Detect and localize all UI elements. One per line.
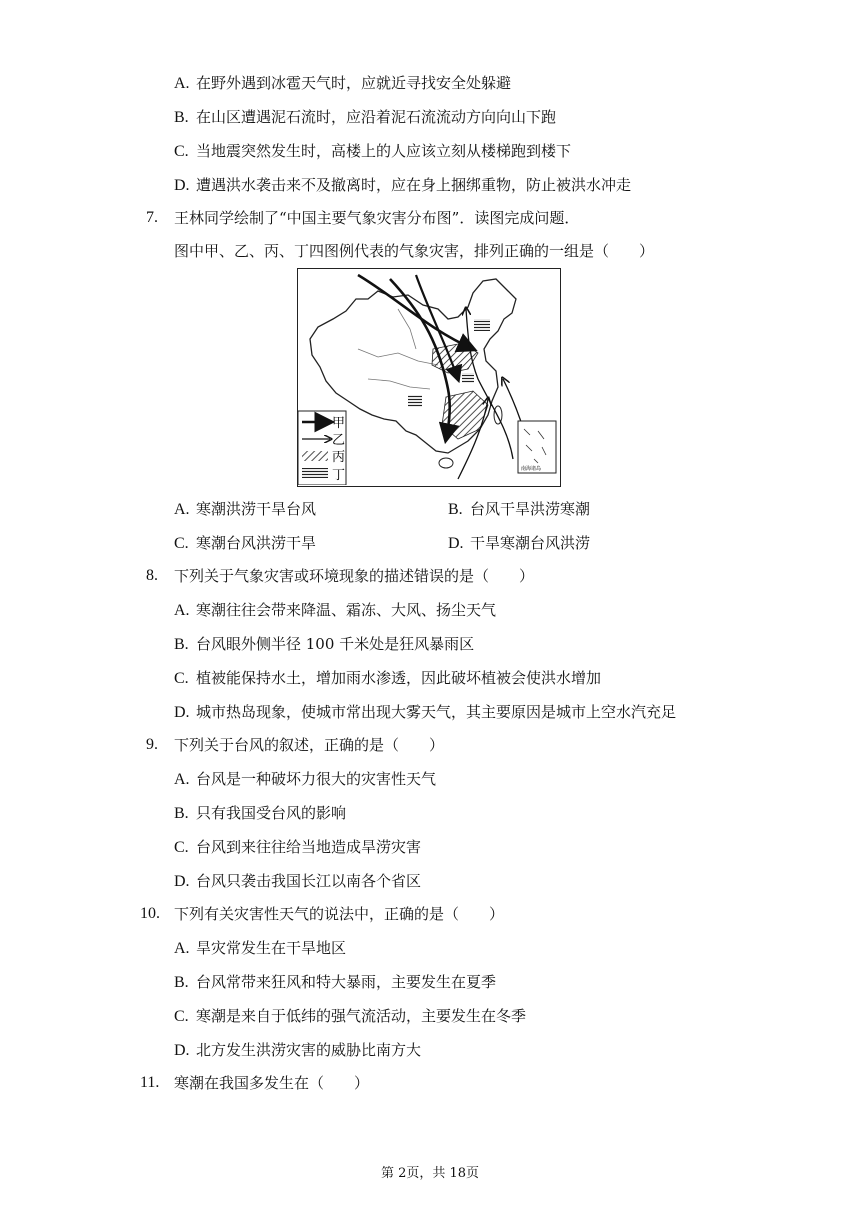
china-weather-disaster-map — [297, 268, 561, 487]
q7-option-c: C. 寒潮台风洪涝干旱 — [174, 534, 317, 552]
q8-option-a: A. 寒潮往往会带来降温、霜冻、大风、扬尘天气 — [174, 601, 497, 619]
q11-number: 11. — [140, 1074, 160, 1091]
q10-stem: 下列有关灾害性天气的说法中，正确的是（ ） — [174, 905, 505, 923]
q8-option-b: B. 台风眼外侧半径 100 千米处是狂风暴雨区 — [174, 635, 475, 653]
q7-option-d: D. 干旱寒潮台风洪涝 — [448, 534, 591, 552]
q10-number: 10. — [140, 905, 160, 922]
q6-option-b: B. 在山区遭遇泥石流时，应沿着泥石流流动方向向山下跑 — [174, 108, 557, 126]
legend-label-bing: 丙 — [332, 450, 346, 465]
q8-number: 8. — [146, 567, 158, 584]
q9-option-a: A. 台风是一种破坏力很大的灾害性天气 — [174, 770, 437, 788]
q6-option-a: A. 在野外遇到冰雹天气时，应就近寻找安全处躲避 — [174, 74, 512, 92]
q8-stem: 下列关于气象灾害或环境现象的描述错误的是（ ） — [174, 567, 535, 585]
q6-option-c: C. 当地震突然发生时，高楼上的人应该立刻从楼梯跑到楼下 — [174, 142, 572, 160]
q6-option-d: D. 遭遇洪水袭击来不及撤离时，应在身上捆绑重物，防止被洪水冲走 — [174, 176, 632, 194]
q8-option-c: C. 植被能保持水土，增加雨水渗透，因此破坏植被会使洪水增加 — [174, 669, 602, 687]
map-svg — [298, 269, 559, 485]
q7-option-b: B. 台风干旱洪涝寒潮 — [448, 500, 591, 518]
q10-option-c: C. 寒潮是来自于低纬的强气流活动，主要发生在冬季 — [174, 1007, 527, 1025]
q9-option-b: B. 只有我国受台风的影响 — [174, 804, 347, 822]
northeast-lines — [474, 319, 490, 331]
q7-number: 7. — [146, 209, 158, 226]
page-footer: 第 2页，共 18页 — [380, 1166, 480, 1181]
inset-label: 南海诸岛 — [521, 466, 542, 472]
legend-label-jia: 甲 — [332, 416, 346, 431]
q9-stem: 下列关于台风的叙述，正确的是（ ） — [174, 736, 445, 754]
q10-option-a: A. 旱灾常发生在干旱地区 — [174, 939, 347, 957]
southwest-lines — [408, 395, 422, 407]
q9-option-c: C. 台风到来往往给当地造成旱涝灾害 — [174, 838, 422, 856]
q7-option-a: A. 寒潮洪涝干旱台风 — [174, 500, 317, 518]
q7-subquestion: 图中甲、乙、丙、丁四图例代表的气象灾害，排列正确的一组是（ ） — [174, 242, 655, 260]
central-lines — [462, 373, 474, 383]
q10-option-d: D. 北方发生洪涝灾害的威胁比南方大 — [174, 1041, 422, 1059]
q7-stem: 王林同学绘制了“中国主要气象灾害分布图”．读图完成问题． — [174, 209, 580, 227]
q8-option-d: D. 城市热岛现象，使城市常出现大雾天气，其主要原因是城市上空水汽充足 — [174, 703, 677, 721]
q10-option-b: B. 台风常带来狂风和特大暴雨，主要发生在夏季 — [174, 973, 497, 991]
legend-label-ding: 丁 — [332, 468, 346, 483]
q9-number: 9. — [146, 736, 158, 753]
q11-stem: 寒潮在我国多发生在（ ） — [174, 1074, 370, 1092]
q9-option-d: D. 台风只袭击我国长江以南各个省区 — [174, 872, 422, 890]
legend-label-yi: 乙 — [332, 433, 346, 448]
